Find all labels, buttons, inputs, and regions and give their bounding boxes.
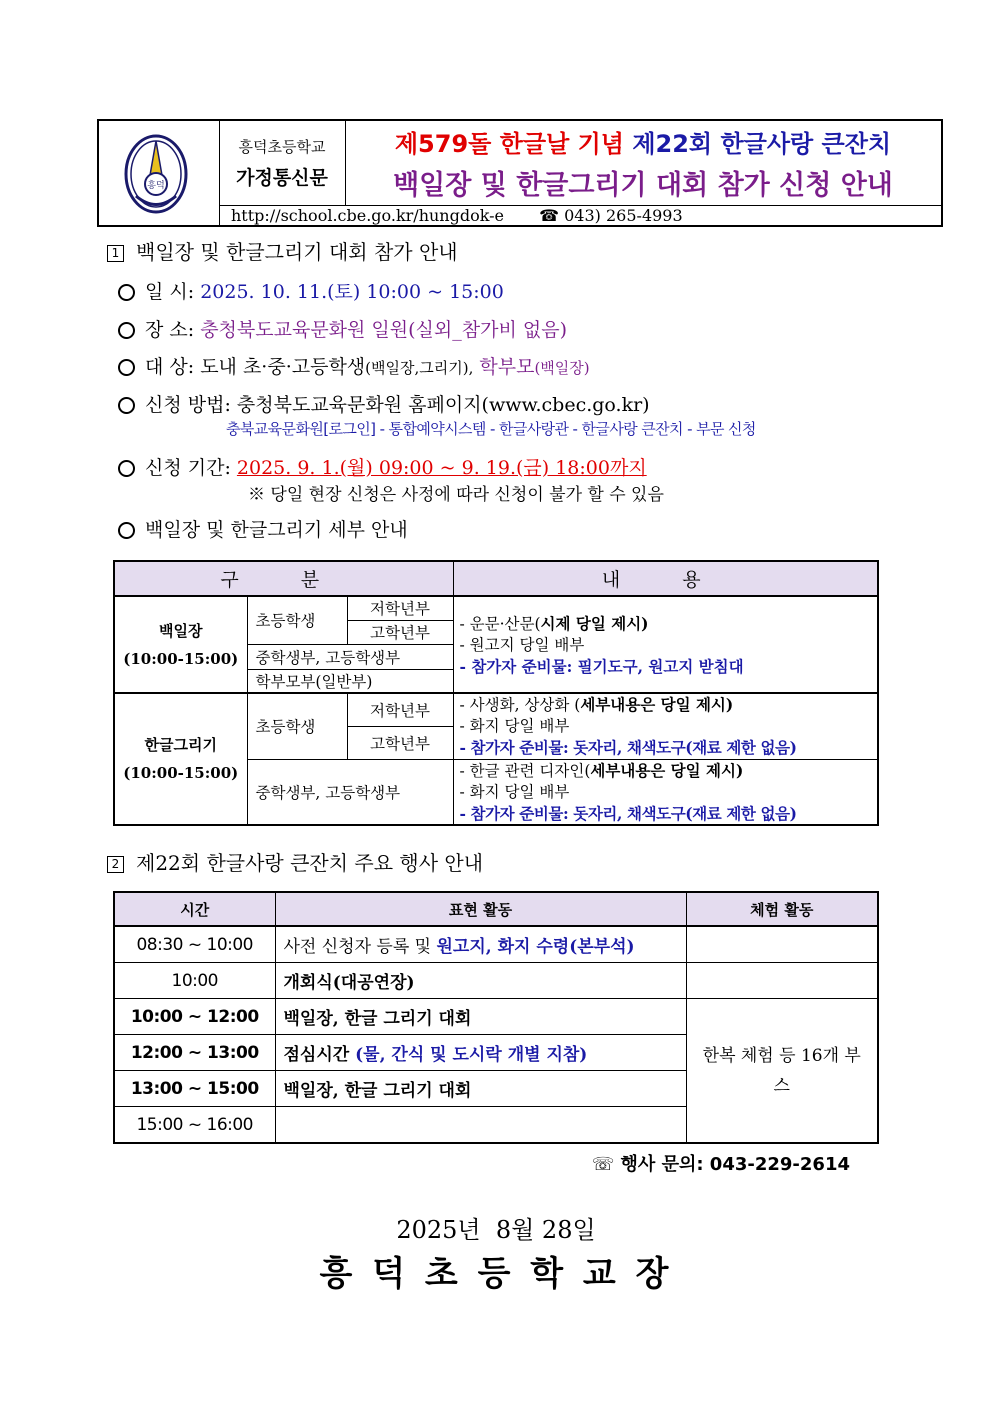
draw-desc3: - 참가자 준비물: 돗자리, 채색도구(재료 제한 없음) — [459, 738, 797, 758]
row-time: 15:00 ~ 16:00 — [114, 1107, 275, 1144]
newsletter-header — [97, 119, 943, 227]
signature: 흥 덕 초 등 학 교 장 — [319, 1254, 673, 1294]
school-phone: ☎ 043) 265-4993 — [539, 206, 683, 225]
date-label: 일 시: — [145, 281, 195, 303]
method-label: 신청 방법: — [145, 394, 231, 416]
draw-name: 한글그리기 — [144, 735, 217, 754]
row-activity-a: 점심시간 — [283, 1045, 356, 1065]
section1-title — [107, 236, 458, 265]
logo-text: 흥덕 — [147, 181, 165, 191]
detail-title-text: 백일장 및 한글그리기 세부 안내 — [145, 519, 408, 541]
bullet-circle-icon — [118, 397, 135, 414]
experience-cell: 한복 체험 등 16개 부스 — [686, 999, 878, 1144]
row-time: 08:30 ~ 10:00 — [114, 926, 275, 963]
school-logo-cell — [99, 121, 220, 227]
section2-number: 2 — [107, 856, 124, 873]
place-item — [118, 315, 567, 342]
head-experience: 체험 활동 — [686, 892, 878, 926]
detail-title — [118, 515, 408, 542]
essay-name: 백일장 — [159, 621, 203, 640]
period-value: 2025. 9. 1.(월) 09:00 ~ 9. 19.(금) 18:00까지 — [236, 457, 647, 479]
table-row — [114, 999, 878, 1035]
row-activity-a: 사전 신청자 등록 및 — [283, 937, 437, 957]
row-activity-empty — [275, 1107, 686, 1144]
target-value1: 도내 초·중·고등학생 — [200, 356, 366, 378]
essay-desc2: - 원고지 당일 배부 — [459, 635, 585, 654]
url-phone-row — [219, 205, 941, 227]
table-row — [114, 926, 878, 963]
target-item — [118, 352, 590, 379]
table-row — [114, 963, 878, 999]
row-activity-b: 원고지, 화지 수령(본부석) — [436, 937, 635, 957]
title-cell — [345, 121, 941, 206]
essay-desc1-bold: 시제 당일 제시) — [540, 613, 649, 633]
essay-desc3: - 참가자 준비물: 필기도구, 원고지 받침대 — [459, 656, 744, 676]
essay-desc1: - 운문·산문( — [459, 614, 541, 633]
row-time: 10:00 — [114, 963, 275, 999]
draw-middle-high: 중학생부, 고등학생부 — [247, 759, 453, 825]
title-line2: 백일장 및 한글그리기 대회 참가 신청 안내 — [393, 170, 893, 201]
draw-upper: 고학년부 — [347, 726, 453, 759]
essay-lower: 저학년부 — [347, 596, 453, 620]
date-item — [118, 277, 504, 304]
essay-elementary: 초등학생 — [247, 596, 347, 644]
draw-time: (10:00-15:00) — [123, 763, 239, 782]
row-experience-empty — [686, 963, 878, 999]
bullet-circle-icon — [118, 284, 135, 301]
draw-desc1: - 사생화, 상상화 ( — [459, 696, 581, 715]
bullet-circle-icon — [118, 522, 135, 539]
newsletter-label-cell — [219, 121, 346, 206]
row-activity: 백일장, 한글 그리기 대회 — [275, 1071, 686, 1107]
draw2-desc3: - 참가자 준비물: 돗자리, 채색도구(재료 제한 없음) — [459, 803, 797, 823]
essay-middle-high: 중학생부, 고등학생부 — [247, 644, 453, 669]
section1-number: 1 — [107, 245, 124, 262]
bullet-circle-icon — [118, 359, 135, 376]
contact-info: ☏ 행사 문의: 043-229-2614 — [591, 1154, 850, 1175]
title-line1 — [395, 124, 891, 159]
detail-table — [113, 560, 879, 826]
row-experience-empty — [686, 926, 878, 963]
draw2-desc2: - 화지 당일 배부 — [459, 782, 570, 801]
period-label: 신청 기간: — [145, 457, 231, 479]
head-expression: 표현 활동 — [275, 892, 686, 926]
place-value: 충청북도교육문화원 일원(실외_참가비 없음) — [200, 319, 567, 341]
row-activity-b: (물, 간식 및 도시락 개별 지참) — [355, 1045, 588, 1065]
draw2-desc1-bold: 세부내용은 당일 제시) — [590, 760, 744, 780]
method-value: 충청북도교육문화원 홈페이지(www.cbec.go.kr) — [236, 394, 650, 416]
draw-category — [114, 693, 247, 825]
method-item — [118, 390, 650, 417]
issue-date: 2025년 8월 28일 — [396, 1216, 596, 1244]
section1-title-text: 백일장 및 한글그리기 대회 참가 안내 — [136, 240, 458, 264]
row-time: 12:00 ~ 13:00 — [114, 1035, 275, 1071]
school-emblem-icon — [99, 121, 219, 227]
section2-title — [107, 847, 483, 876]
bullet-circle-icon — [118, 460, 135, 477]
essay-category — [114, 596, 247, 693]
place-label: 장 소: — [145, 319, 195, 341]
newsletter-name: 가정통신문 — [236, 167, 328, 189]
head-category: 구 분 — [114, 561, 453, 596]
school-name: 흥덕초등학교 — [238, 138, 326, 156]
row-time: 13:00 ~ 15:00 — [114, 1071, 275, 1107]
method-path: 충북교육문화원[로그인] - 통합예약시스템 - 한글사랑관 - 한글사랑 큰잔치 - 부문 신청 — [226, 420, 756, 438]
school-url[interactable]: http://school.cbe.go.kr/hungdok-e — [231, 206, 505, 225]
draw2-desc1: - 한글 관련 디자인( — [459, 761, 591, 780]
date-value: 2025. 10. 11.(토) 10:00 ~ 15:00 — [200, 281, 504, 303]
draw-elementary: 초등학생 — [247, 693, 347, 759]
row-activity — [275, 926, 686, 963]
period-item — [118, 453, 647, 480]
draw-desc1-bold: 세부내용은 당일 제시) — [580, 695, 734, 715]
target-value1-note: (백일장,그리기), — [365, 359, 474, 377]
draw-desc2: - 화지 당일 배부 — [459, 717, 570, 736]
bullet-circle-icon — [118, 322, 135, 339]
essay-time: (10:00-15:00) — [123, 649, 239, 668]
row-activity: 백일장, 한글 그리기 대회 — [275, 999, 686, 1035]
target-value2: 학부모 — [479, 356, 535, 378]
row-activity — [275, 1035, 686, 1071]
schedule-table — [113, 891, 879, 1144]
target-label: 대 상: — [145, 356, 195, 378]
title-line1-blue: 제22회 한글사랑 큰잔치 — [632, 130, 892, 158]
draw-desc — [453, 693, 878, 759]
draw2-desc — [453, 759, 878, 825]
target-value2-note: (백일장) — [534, 359, 590, 377]
row-activity: 개회식(대공연장) — [275, 963, 686, 999]
row-time: 10:00 ~ 12:00 — [114, 999, 275, 1035]
period-note: ※ 당일 현장 신청은 사정에 따라 신청이 불가 할 수 있음 — [248, 485, 664, 505]
essay-parents: 학부모부(일반부) — [247, 669, 453, 693]
essay-desc — [453, 596, 878, 693]
draw-lower: 저학년부 — [347, 693, 453, 726]
head-time: 시간 — [114, 892, 275, 926]
essay-upper: 고학년부 — [347, 620, 453, 644]
head-content: 내 용 — [453, 561, 878, 596]
section2-title-text: 제22회 한글사랑 큰잔치 주요 행사 안내 — [136, 851, 484, 875]
title-line1-red: 제579돌 한글날 기념 — [394, 130, 624, 158]
